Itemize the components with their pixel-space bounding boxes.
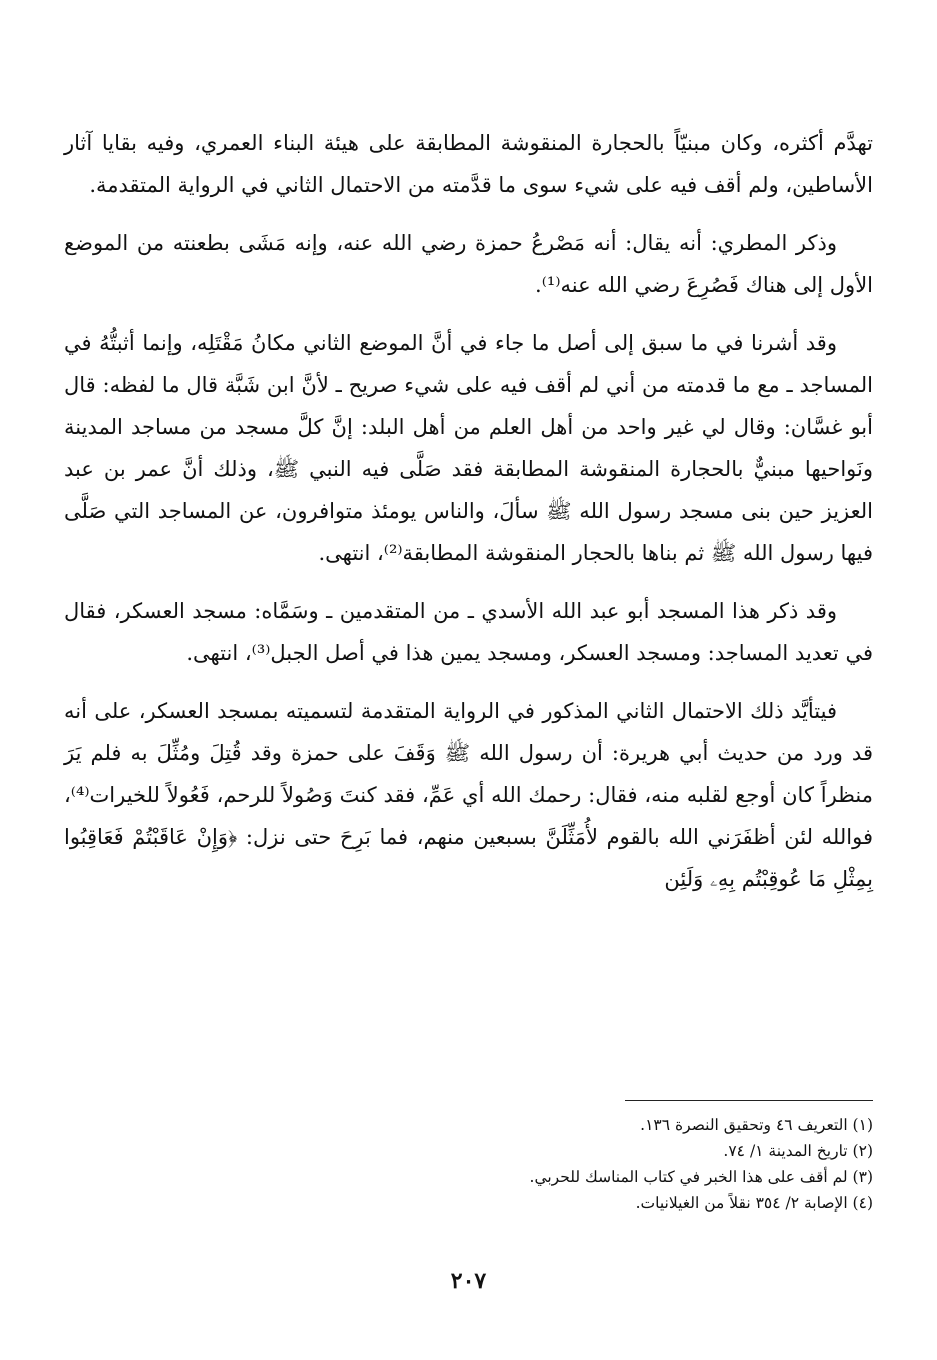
footnotes [64,1112,873,1216]
paragraph-1: تهدَّم أكثره، وكان مبنيّاً بالحجارة المنقوشة المطابقة على هيئة البناء العمري، وفيه بقايا آثار الأساطين، ولم أقف فيه على شيء سوى ما قدَّمته من الاحتمال الثاني في الرواية المتقدمة. [64,131,873,197]
footnote-4: (٤) الإصابة ٢/ ٣٥٤ نقلاً من الغيلانيات. [635,1194,873,1212]
paragraph-5: فيتأيَّد ذلك الاحتمال الثاني المذكور في الرواية المتقدمة لتسميته بمسجد العسكر، على أنه قد ورد من حديث أبي هريرة: أن رسول الله ﷺ وَقَفَ على حمزة وقد قُتِلَ ومُثِّلَ به فلم يَرَ منظراً كان أوجع لقلبه منه، فقال: رحمك الله أي عَمِّ، فقد كنتَ وَصُولاً للرحم، فَعُولاً للخيرات⁽⁴⁾، فوالله لئن أظفَرَني الله بالقوم لأُمَثِّلَنَّ بسبعين منهم، فما بَرِحَ حتى نزل: ﴿وَإِنْ عَاقَبْتُمْ فَعَاقِبُوا بِمِثْلِ مَا عُوقِبْتُم بِهِۦ وَلَئِن [64,699,873,891]
paragraph-3: وقد أشرنا في ما سبق إلى أصل ما جاء في أنَّ الموضع الثاني مكانُ مَقْتَلِه، وإنما أثبتُّهُ في المساجد ـ مع ما قدمته من أني لم أقف فيه على شيء صريح ـ لأنَّ ابن شَبَّة قال ما لفظه: قال أبو غسَّان: وقال لي غير واحد من أهل العلم من أهل البلد: إنَّ كلَّ مسجد من مساجد المدينة ونَواحيها مبنيٌّ بالحجارة المنقوشة المطابقة فقد صَلَّى فيه النبي ﷺ، وذلك أنَّ عمر بن عبد العزيز حين بنى مسجد رسول الله ﷺ سألَ، والناس يومئذ متوافرون، عن المساجد التي صَلَّى فيها رسول الله ﷺ ثم بناها بالحجار المنقوشة المطابقة⁽²⁾، انتهى. [64,331,873,565]
paragraph-4: وقد ذكر هذا المسجد أبو عبد الله الأسدي ـ من المتقدمين ـ وسَمَّاه: مسجد العسكر، فقال في تعديد المساجد: ومسجد العسكر، ومسجد يمين هذا في أصل الجبل⁽³⁾، انتهى. [64,599,873,665]
footnote-1: (١) التعريف ٤٦ وتحقيق النصرة ١٣٦. [640,1116,873,1134]
main-text [64,122,873,916]
footnote-2: (٢) تاريخ المدينة ١/ ٧٤. [723,1142,873,1160]
footnote-divider [625,1100,873,1101]
footnote-3: (٣) لم أقف على هذا الخبر في كتاب المناسك للحربي. [529,1168,873,1186]
paragraph-2: وذكر المطري: أنه يقال: أنه مَصْرعُ حمزة رضي الله عنه، وإنه مَشَى بطعنته من الموضع الأول إلى هناك فَصُرِعَ رضي الله عنه⁽¹⁾. [64,231,873,297]
page-number: ٢٠٧ [450,1268,487,1294]
